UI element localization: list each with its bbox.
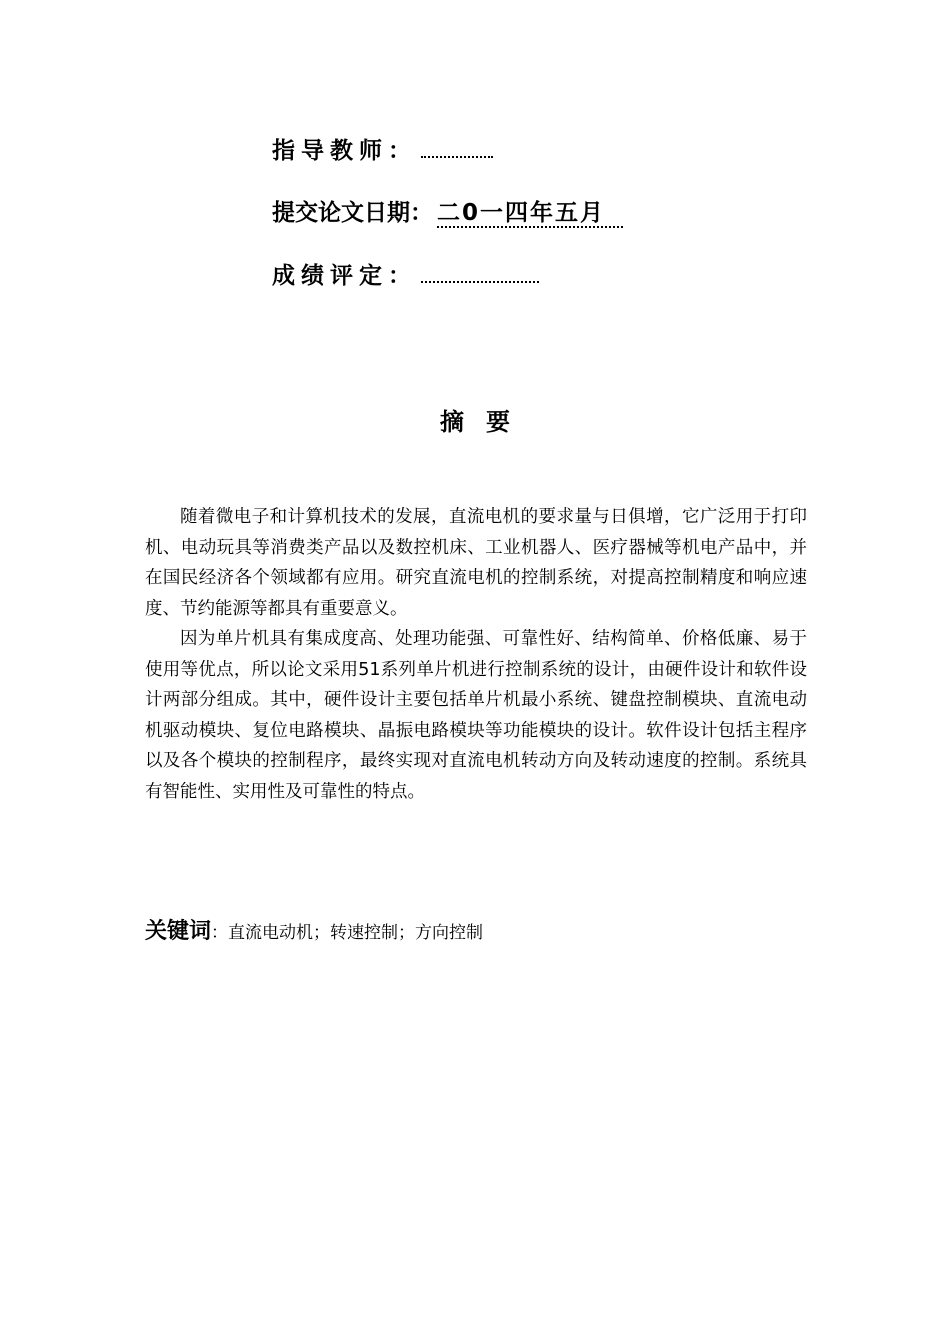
keywords-line xyxy=(145,914,807,945)
advisor-value-blank xyxy=(421,156,493,158)
grade-label: 成绩评定： xyxy=(272,263,417,289)
keywords-separator: ： xyxy=(211,923,229,943)
abstract-title: 摘要 xyxy=(440,408,532,436)
abstract-paragraph-1: 随着微电子和计算机技术的发展，直流电机的要求量与日俱增，它广泛用于打印机、电动玩具等消费类产品以及数控机床、工业机器人、医疗器械等机电产品中，并在国民经济各个领域都有应用。研究直流电机的控制系统，对提高控制精度和响应速度、节约能源等都具有重要意义。 xyxy=(145,507,807,619)
grade-row xyxy=(272,259,539,293)
abstract-body xyxy=(145,502,807,807)
submission-date-row xyxy=(272,196,623,230)
advisor-row xyxy=(272,134,493,168)
keywords-label: 关键词 xyxy=(145,919,212,944)
keywords-list: 直流电动机；转速控制；方向控制 xyxy=(228,923,484,943)
submission-date-value: 二0一四年五月 xyxy=(437,200,623,228)
submission-date-label: 提交论文日期： xyxy=(272,200,433,226)
advisor-label: 指导教师： xyxy=(272,138,417,164)
abstract-paragraph-2: 因为单片机具有集成度高、处理功能强、可靠性好、结构简单、价格低廉、易于使用等优点，所以论文采用51系列单片机进行控制系统的设计，由硬件设计和软件设计两部分组成。其中，硬件设计主要包括单片机最小系统、键盘控制模块、直流电动机驱动模块、复位电路模块、晶振电路模块等功能模块的设计。软件设计包括主程序以及各个模块的控制程序，最终实现对直流电机转动方向及转动速度的控制。系统具有智能性、实用性及可靠性的特点。 xyxy=(145,629,807,802)
grade-value-blank xyxy=(421,281,539,283)
